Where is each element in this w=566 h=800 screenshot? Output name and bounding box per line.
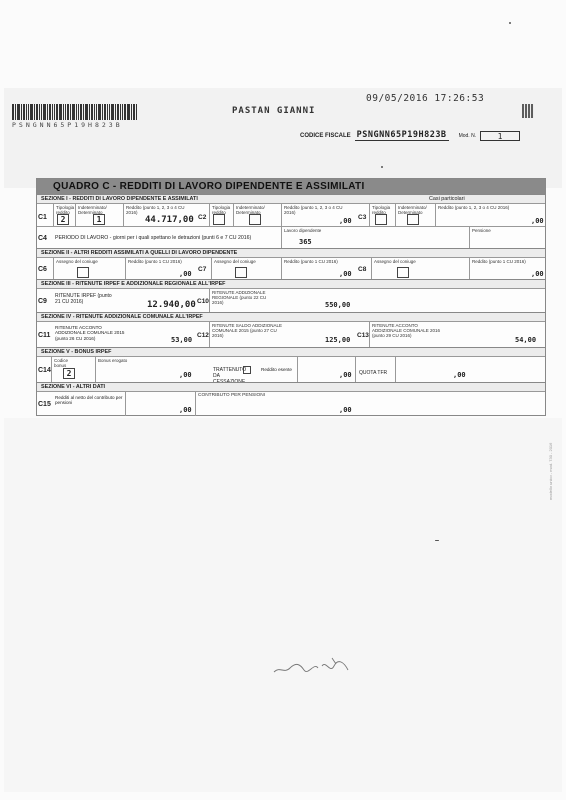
- c2-indet-box[interactable]: [249, 214, 261, 225]
- c6-assegno-label: Assegno del coniuge: [56, 259, 98, 264]
- c14-esente-value[interactable]: ,00: [339, 371, 352, 379]
- c1-tipologia-value[interactable]: 2: [57, 214, 69, 225]
- contributo-value[interactable]: ,00: [339, 406, 352, 414]
- c14-trattenuto-label: TRATTENUTO DA: [213, 367, 247, 379]
- signature-scribble-icon: [270, 654, 360, 680]
- row-c15: [37, 391, 545, 416]
- c9-value[interactable]: 12.940,00: [147, 300, 196, 310]
- c2-reddito-label: Reddito (punto 1, 2, 3 o 4 CU 2016): [284, 205, 343, 215]
- codice-fiscale-row: [300, 130, 520, 141]
- code-c10: C10: [197, 298, 209, 305]
- code-c4: C4: [38, 235, 47, 242]
- speck: [509, 22, 511, 24]
- c3-reddito-value[interactable]: ,00: [531, 217, 544, 225]
- c2-indet-label: Indeterminato/ Determinato: [236, 205, 265, 215]
- cf-label: CODICE FISCALE: [300, 132, 351, 139]
- c3-tipologia-box[interactable]: [375, 214, 387, 225]
- contributo-cell: [195, 392, 355, 416]
- mod-value: 1: [480, 131, 520, 141]
- c13-label: RITENUTE ACCONTO ADDIZIONALE COMUNALE 2016 (punto 29 CU 2016): [372, 323, 441, 338]
- code-c12: C12: [197, 332, 209, 339]
- section-4-title: SEZIONE IV - RITENUTE ADDIZIONALE COMUNALE ALL'IRPEF: [37, 312, 545, 321]
- row-c9: [37, 288, 545, 312]
- c14-quota-value[interactable]: ,00: [453, 371, 466, 379]
- c4-pensione-cell: [469, 227, 546, 248]
- mod-label: Mod. N.: [458, 132, 477, 139]
- c2-tipologia-box[interactable]: [213, 214, 225, 225]
- code-c1: C1: [38, 214, 47, 221]
- c1-reddito-label: Reddito (punto 1, 2, 3 o 4 CU 2016): [126, 205, 185, 215]
- section-3-title: SEZIONE III - RITENUTE IRPEF E ADDIZIONALE REGIONALE ALL'IRPEF: [37, 279, 545, 288]
- c1-indeterminato-value[interactable]: 1: [93, 214, 105, 225]
- c7-assegno-label: Assegno del coniuge: [214, 259, 256, 264]
- code-c9: C9: [38, 298, 47, 305]
- c7-reddito-value[interactable]: ,00: [339, 270, 352, 278]
- barcode-icon: [12, 104, 182, 120]
- speck: [435, 540, 439, 541]
- section-1-title-text: SEZIONE I - REDDITI DI LAVORO DIPENDENTE E ASSIMILATI: [41, 196, 198, 202]
- code-c2: C2: [198, 214, 207, 221]
- code-c7: C7: [198, 266, 207, 273]
- c3-reddito-cell: [435, 204, 546, 226]
- row-c6: [37, 257, 545, 279]
- c8-reddito-value[interactable]: ,00: [531, 270, 544, 278]
- c1-reddito-value[interactable]: 44.717,00: [145, 215, 194, 225]
- c7-assegno-box[interactable]: [235, 267, 247, 278]
- c14-esente-label: Reddito esente: [261, 367, 292, 372]
- side-margin-text: modello unico - mod. 730 - 2016: [548, 442, 553, 500]
- quadro-c-form: [36, 178, 546, 416]
- row-c14: [37, 356, 545, 382]
- c9-label: RITENUTE IRPEF (punto 21 CU 2016): [55, 293, 112, 305]
- c4-label: PERIODO DI LAVORO - giorni per i quali spettano le detrazioni (punti 6 e 7 CU 2016): [55, 235, 252, 241]
- blank-lower-area: [4, 418, 562, 792]
- c4-pensione-label: Pensione: [472, 228, 491, 233]
- c14-codice-value[interactable]: 2: [63, 368, 75, 379]
- barcode-text: PSNGNN65P19H823B: [12, 121, 123, 129]
- section-2-title: SEZIONE II - ALTRI REDDITI ASSIMILATI A QUELLI DI LAVORO DIPENDENTE: [37, 248, 545, 257]
- taxpayer-name: PASTAN GIANNI: [232, 106, 316, 116]
- c8-assegno-label: Assegno del coniuge: [374, 259, 416, 264]
- c10-value[interactable]: 550,00: [325, 301, 351, 309]
- c7-reddito-label: Reddito (punto 1 CU 2016): [284, 259, 338, 264]
- c6-reddito-label: Reddito (punto 1 CU 2016): [128, 259, 182, 264]
- c1-indeterminato-label: Indeterminato/ Determinato: [78, 205, 107, 215]
- c12-label: RITENUTE SALDO ADDIZIONALE COMUNALE 2015 (punto 27 CU 2016): [212, 323, 283, 338]
- c6-reddito-value[interactable]: ,00: [179, 270, 192, 278]
- c10-label: RITENUTE ADDIZIONALE REGIONALE (punto 22 CU 2016): [212, 290, 267, 305]
- row-c11: [37, 321, 545, 347]
- c12-value[interactable]: 125,00: [325, 336, 351, 344]
- c4-lavoro-label: Lavoro dipendente: [284, 228, 322, 233]
- c8-assegno-box[interactable]: [397, 267, 409, 278]
- c14-quota-label: QUOTA TFR: [359, 370, 388, 376]
- code-c11: C11: [38, 332, 51, 339]
- code-c8: C8: [358, 266, 367, 273]
- c3-reddito-label: Reddito (punto 1, 2, 3 o 4 CU 2016): [438, 205, 510, 210]
- print-timestamp: 09/05/2016 17:26:53: [366, 93, 485, 104]
- row-c1: [37, 203, 545, 226]
- code-c14: C14: [38, 367, 51, 374]
- c3-tipologia-label: Tipologia reddito: [372, 205, 391, 215]
- code-c13: C13: [357, 332, 369, 339]
- c2-tipologia-label: Tipologia reddito: [212, 205, 231, 215]
- code-c3: C3: [358, 214, 367, 221]
- c15-label: Redditi al netto del contributo per pensioni: [55, 395, 123, 406]
- code-c6: C6: [38, 266, 47, 273]
- c6-assegno-cell: [53, 258, 125, 279]
- c3-indet-label: Indeterminato/ Determinato: [398, 205, 427, 215]
- c11-value[interactable]: 53,00: [171, 336, 193, 344]
- c8-reddito-label: Reddito (punto 1 CU 2016): [472, 259, 526, 264]
- c4-lavoro-cell: [281, 227, 355, 248]
- qr-code-icon: [522, 104, 534, 118]
- casi-particolari-label: Casi particolari: [429, 196, 465, 202]
- speck: [381, 166, 383, 168]
- cf-value: PSNGNN65P19H823B: [356, 130, 447, 140]
- c11-label: RITENUTE ACCONTO ADDIZIONALE COMUNALE 2015 (punto 26 CU 2016): [55, 325, 125, 341]
- c2-reddito-value[interactable]: ,00: [339, 217, 352, 225]
- c14-erogato-value[interactable]: ,00: [179, 371, 192, 379]
- c14-trattenuto-box[interactable]: [243, 366, 251, 374]
- c6-assegno-box[interactable]: [77, 267, 89, 278]
- contributo-label: CONTRIBUTO PER PENSIONI: [198, 393, 266, 398]
- section-6-title: SEZIONE VI - ALTRI DATI: [37, 382, 545, 391]
- row-c4: [37, 226, 545, 248]
- c3-indet-box[interactable]: [407, 214, 419, 225]
- c14-erogato-label: Bonus erogato: [98, 358, 128, 363]
- c8-assegno-cell: [371, 258, 469, 279]
- c13-value[interactable]: 54,00: [515, 336, 537, 344]
- c4-lavoro-value[interactable]: 365: [299, 238, 312, 246]
- section-5-title: SEZIONE V - BONUS IRPEF: [37, 347, 545, 356]
- quadro-title: QUADRO C - REDDITI DI LAVORO DIPENDENTE E ASSIMILATI: [37, 179, 545, 194]
- code-c15: C15: [38, 401, 51, 408]
- c1-tipologia-label: Tipologia reddito: [56, 205, 75, 215]
- c15-value[interactable]: ,00: [179, 406, 192, 414]
- c14-codice-label: Codice bonus: [54, 358, 69, 368]
- section-1-title: [37, 194, 545, 203]
